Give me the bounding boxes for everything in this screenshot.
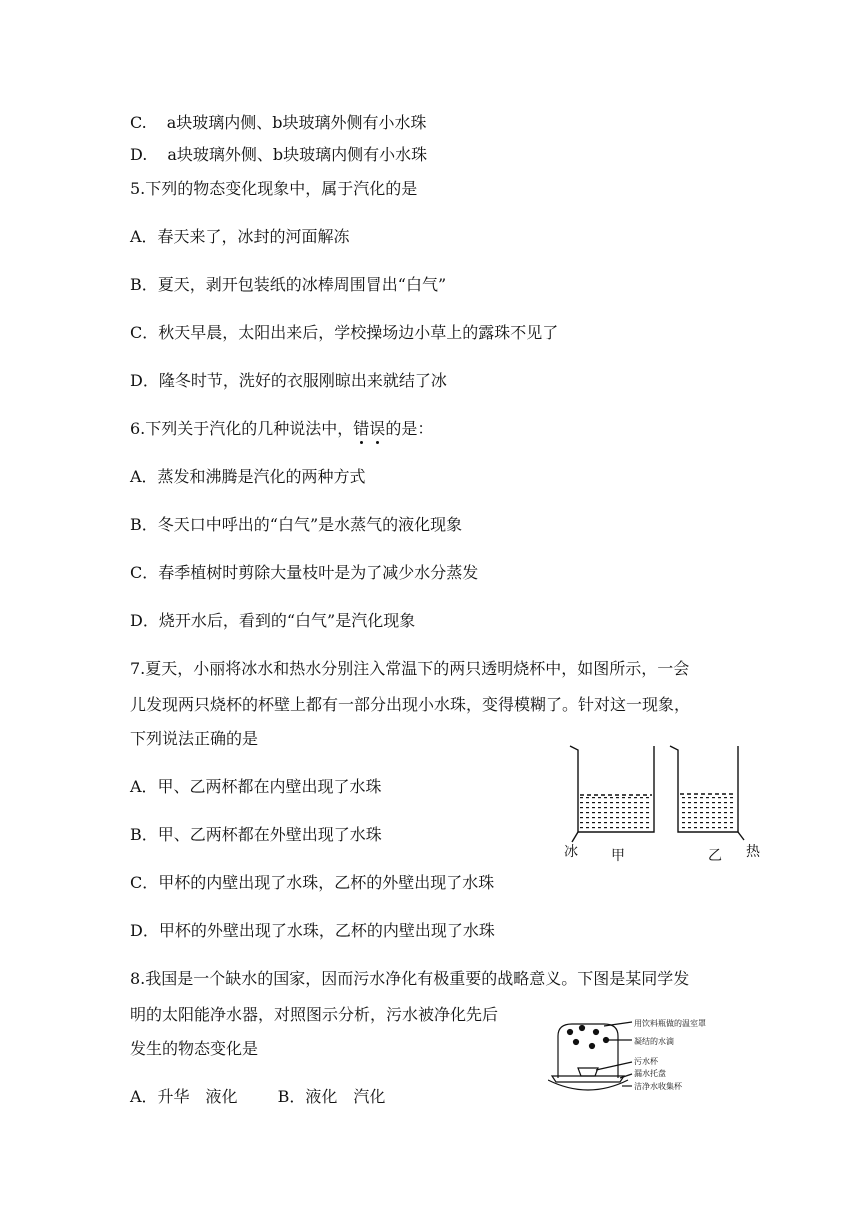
label-ice: 冰: [564, 844, 578, 860]
q8-options-row: [130, 1086, 385, 1108]
q4-option-c: C. a块玻璃内侧、b块玻璃外侧有小水珠: [130, 113, 427, 132]
label-yi: 乙: [708, 848, 722, 864]
q7-option-a: A．甲、乙两杯都在内壁出现了水珠: [130, 777, 382, 796]
q7-stem-line-2: 儿发现两只烧杯的杯壁上都有一部分出现小水珠，变得模糊了。针对这一现象，: [130, 695, 691, 714]
q5-option-d: D．隆冬时节，洗好的衣服刚晾出来就结了冰: [130, 371, 447, 390]
q8-stem-line-3: 发生的物态变化是: [130, 1039, 259, 1058]
q5-stem: 5.下列的物态变化现象中，属于汽化的是: [130, 179, 418, 198]
beaker-yi: [670, 746, 744, 840]
q7-option-b: B．甲、乙两杯都在外壁出现了水珠: [130, 825, 382, 844]
beakers-figure: [556, 740, 768, 866]
label-tray: 漏水托盘: [634, 1069, 666, 1078]
label-cup: 污水杯: [634, 1057, 658, 1066]
q5-option-c: C．秋天早晨，太阳出来后，学校操场边小草上的露珠不见了: [130, 323, 559, 342]
q7-option-c: C．甲杯的内壁出现了水珠，乙杯的外壁出现了水珠: [130, 873, 495, 892]
label-cover: 用饮料瓶做的温室罩: [634, 1019, 706, 1028]
q6-stem: 6.下列关于汽化的几种说法中，错误的是：: [130, 419, 434, 438]
q5-option-a: A．春天来了，冰封的河面解冻: [130, 227, 350, 246]
q5-option-b: B．夏天，剥开包装纸的冰棒周围冒出“白气”: [130, 275, 447, 294]
label-collect: 洁净水收集杯: [634, 1082, 682, 1091]
emphasis-char: 错: [353, 419, 370, 438]
beaker-jia: [570, 746, 654, 842]
q6-option-b: B．冬天口中呼出的“白气”是水蒸气的液化现象: [130, 515, 463, 534]
q7-option-d: D．甲杯的外壁出现了水珠，乙杯的内壁出现了水珠: [130, 921, 495, 940]
q7-stem-line-1: 7.夏天，小丽将冰水和热水分别注入常温下的两只透明烧杯中，如图所示，一会: [130, 659, 690, 678]
q6-option-d: D．烧开水后，看到的“白气”是汽化现象: [130, 611, 416, 630]
q8-stem-line-1: 8.我国是一个缺水的国家，因而污水净化有极重要的战略意义。下图是某同学发: [130, 969, 690, 988]
q6-option-c: C．春季植树时剪除大量枝叶是为了减少水分蒸发: [130, 563, 479, 582]
q8-stem-line-2: 明的太阳能净水器，对照图示分析，污水被净化先后: [130, 1005, 499, 1024]
q4-option-d: D. a块玻璃外侧、b块玻璃内侧有小水珠: [130, 145, 428, 164]
q6-option-a: A．蒸发和沸腾是汽化的两种方式: [130, 467, 366, 486]
q7-stem-line-3: 下列说法正确的是: [130, 729, 259, 748]
label-drops: 凝结的水滴: [634, 1037, 674, 1046]
label-hot: 热: [746, 844, 760, 860]
emphasis-char: 误: [369, 419, 386, 438]
solar-purifier-figure: [548, 1018, 744, 1094]
q8-option-b: B．液化 汽化: [277, 1087, 386, 1106]
q8-option-a: A．升华 液化: [130, 1087, 238, 1106]
purifier-drawing: [548, 1022, 632, 1090]
label-jia: 甲: [611, 848, 625, 864]
